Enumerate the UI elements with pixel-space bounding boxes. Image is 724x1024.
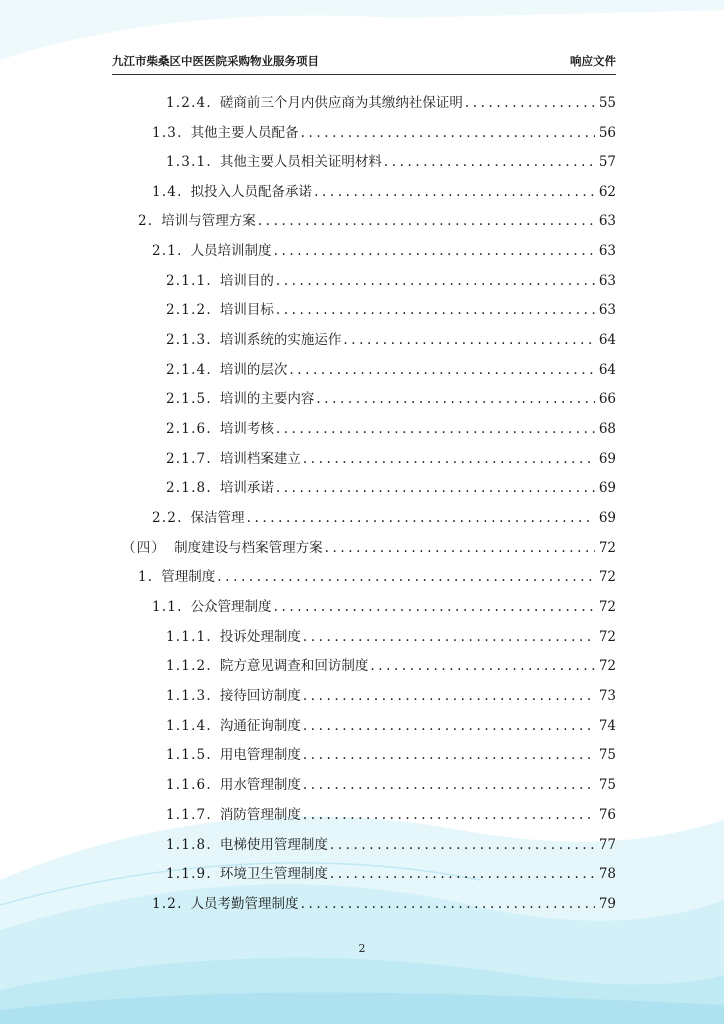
toc-entry-number: （四） bbox=[122, 540, 167, 556]
toc-entry-number: 1.1.8. bbox=[166, 837, 212, 853]
toc-entry-page: 63 bbox=[598, 302, 616, 318]
toc-entry-number: 1.4. bbox=[152, 184, 183, 200]
toc-entry-page: 72 bbox=[598, 599, 616, 615]
toc-entry-page: 66 bbox=[598, 391, 616, 407]
toc-leader-dots bbox=[303, 745, 595, 765]
toc-leader-dots bbox=[370, 656, 594, 676]
toc-entry[interactable] bbox=[166, 271, 616, 291]
toc-entry[interactable] bbox=[166, 478, 616, 498]
toc-entry-number: 2.1.4. bbox=[166, 362, 212, 378]
toc-entry-number: 1. bbox=[138, 569, 154, 585]
toc-leader-dots bbox=[301, 123, 595, 143]
toc-entry[interactable] bbox=[166, 330, 616, 350]
toc-entry-page: 64 bbox=[598, 332, 616, 348]
toc-entry[interactable] bbox=[166, 152, 616, 172]
toc-entry-number: 1.3. bbox=[152, 125, 183, 141]
toc-entry-page: 63 bbox=[598, 273, 616, 289]
toc-entry-title: 接待回访制度 bbox=[219, 688, 301, 704]
toc-entry-title: 环境卫生管理制度 bbox=[219, 866, 328, 882]
toc-entry[interactable] bbox=[152, 508, 616, 528]
toc-entry-page: 72 bbox=[598, 540, 616, 556]
toc-entry[interactable] bbox=[152, 123, 616, 143]
toc-entry[interactable] bbox=[166, 656, 616, 676]
toc-entry-number: 2.1.7. bbox=[166, 451, 212, 467]
toc-entry-number: 1.1.3. bbox=[166, 688, 212, 704]
toc-leader-dots bbox=[274, 241, 595, 261]
toc-entry-number: 1.2.4. bbox=[166, 95, 212, 111]
toc-entry-page: 57 bbox=[598, 154, 616, 170]
toc-entry-page: 62 bbox=[598, 184, 616, 200]
toc-leader-dots bbox=[258, 211, 595, 231]
toc-entry-number: 1.1.9. bbox=[166, 866, 212, 882]
toc-entry-number: 1.1.2. bbox=[166, 658, 212, 674]
toc-leader-dots bbox=[330, 835, 595, 855]
toc-entry[interactable] bbox=[122, 538, 616, 558]
toc-entry-title: 培训系统的实施运作 bbox=[219, 332, 342, 348]
toc-entry-title: 拟投入人员配备承诺 bbox=[190, 184, 313, 200]
toc-leader-dots bbox=[303, 716, 595, 736]
toc-leader-dots bbox=[330, 864, 595, 884]
page-header bbox=[112, 52, 616, 75]
toc-entry-title: 制度建设与档案管理方案 bbox=[174, 540, 323, 556]
toc-leader-dots bbox=[384, 152, 595, 172]
toc-entry[interactable] bbox=[152, 597, 616, 617]
toc-entry[interactable] bbox=[166, 93, 616, 113]
toc-entry-title: 培训目的 bbox=[219, 273, 274, 289]
toc-leader-dots bbox=[301, 894, 595, 914]
toc-entry-title: 磋商前三个月内供应商为其缴纳社保证明 bbox=[219, 95, 463, 111]
toc-entry-page: 75 bbox=[598, 777, 616, 793]
toc-leader-dots bbox=[316, 389, 594, 409]
toc-entry-title: 培训的层次 bbox=[219, 362, 288, 378]
toc-entry-number: 2.1.1. bbox=[166, 273, 212, 289]
toc-entry[interactable] bbox=[138, 567, 616, 587]
toc-entry-number: 1.1.7. bbox=[166, 807, 212, 823]
toc-leader-dots bbox=[247, 508, 595, 528]
toc-entry-number: 1.1.4. bbox=[166, 718, 212, 734]
toc-entry-page: 68 bbox=[598, 421, 616, 437]
toc-entry-page: 63 bbox=[598, 213, 616, 229]
toc-leader-dots bbox=[289, 360, 594, 380]
toc-entry-page: 63 bbox=[598, 243, 616, 259]
toc-entry-title: 沟通征询制度 bbox=[219, 718, 301, 734]
toc-entry-title: 培训承诺 bbox=[219, 480, 274, 496]
toc-entry[interactable] bbox=[138, 211, 616, 231]
toc-entry-title: 院方意见调查和回访制度 bbox=[219, 658, 369, 674]
toc-leader-dots bbox=[303, 627, 595, 647]
toc-entry-title: 用电管理制度 bbox=[219, 747, 301, 763]
toc-entry-number: 2.1.6. bbox=[166, 421, 212, 437]
toc-leader-dots bbox=[217, 567, 595, 587]
toc-entry[interactable] bbox=[166, 419, 616, 439]
toc-entry-page: 64 bbox=[598, 362, 616, 378]
toc-entry-number: 2.1. bbox=[152, 243, 183, 259]
toc-leader-dots bbox=[314, 182, 595, 202]
toc-leader-dots bbox=[325, 538, 595, 558]
toc-entry-number: 2.1.2. bbox=[166, 302, 212, 318]
toc-entry-page: 73 bbox=[598, 688, 616, 704]
toc-entry-number: 1.2. bbox=[152, 896, 183, 912]
page-number: 2 bbox=[358, 942, 366, 955]
toc-leader-dots bbox=[276, 419, 595, 439]
toc-entry-page: 72 bbox=[598, 629, 616, 645]
toc-leader-dots bbox=[465, 93, 595, 113]
toc-entry[interactable] bbox=[166, 300, 616, 320]
toc-entry-page: 79 bbox=[598, 896, 616, 912]
toc-entry-page: 76 bbox=[598, 807, 616, 823]
toc-entry-title: 人员考勤管理制度 bbox=[190, 896, 299, 912]
toc-leader-dots bbox=[343, 330, 594, 350]
header-document-type: 响应文件 bbox=[570, 54, 616, 68]
toc-entry-title: 公众管理制度 bbox=[190, 599, 272, 615]
toc-entry-title: 投诉处理制度 bbox=[219, 629, 301, 645]
toc-entry-title: 培训考核 bbox=[219, 421, 274, 437]
toc-entry[interactable] bbox=[166, 686, 616, 706]
toc-entry-number: 1.1.6. bbox=[166, 777, 212, 793]
toc-entry-number: 1.3.1. bbox=[166, 154, 212, 170]
toc-entry-page: 74 bbox=[598, 718, 616, 734]
toc-entry[interactable] bbox=[166, 864, 616, 884]
toc-entry-page: 69 bbox=[598, 510, 616, 526]
header-project-name: 九江市柴桑区中医医院采购物业服务项目 bbox=[112, 54, 319, 68]
toc-entry[interactable] bbox=[166, 389, 616, 409]
toc-leader-dots bbox=[276, 271, 595, 291]
toc-entry-page: 69 bbox=[598, 480, 616, 496]
toc-entry[interactable] bbox=[166, 360, 616, 380]
toc-entry-title: 培训目标 bbox=[219, 302, 274, 318]
toc-entry-number: 2.1.8. bbox=[166, 480, 212, 496]
toc-entry-number: 2.1.5. bbox=[166, 391, 212, 407]
toc-entry-number: 2.2. bbox=[152, 510, 183, 526]
toc-entry-page: 72 bbox=[598, 658, 616, 674]
toc-entry[interactable] bbox=[152, 241, 616, 261]
toc-entry-page: 72 bbox=[598, 569, 616, 585]
toc-entry[interactable] bbox=[166, 449, 616, 469]
toc-entry-page: 75 bbox=[598, 747, 616, 763]
toc-entry-page: 56 bbox=[598, 125, 616, 141]
toc-entry-number: 1.1.1. bbox=[166, 629, 212, 645]
toc-entry[interactable] bbox=[152, 894, 616, 914]
toc-leader-dots bbox=[274, 597, 595, 617]
toc-entry-number: 1.1. bbox=[152, 599, 183, 615]
toc-entry-page: 69 bbox=[598, 451, 616, 467]
toc-entry-title: 人员培训制度 bbox=[190, 243, 272, 259]
toc-entry-title: 管理制度 bbox=[161, 569, 216, 585]
toc-entry-number: 1.1.5. bbox=[166, 747, 212, 763]
toc-entry[interactable] bbox=[166, 716, 616, 736]
toc-entry-title: 培训与管理方案 bbox=[161, 213, 256, 229]
toc-leader-dots bbox=[303, 805, 595, 825]
toc-entry-number: 2. bbox=[138, 213, 154, 229]
toc-entry-title: 其他主要人员配备 bbox=[190, 125, 299, 141]
toc-entry[interactable] bbox=[166, 775, 616, 795]
toc-entry[interactable] bbox=[152, 182, 616, 202]
toc-entry-title: 培训的主要内容 bbox=[219, 391, 315, 407]
toc-entry-page: 55 bbox=[598, 95, 616, 111]
toc-leader-dots bbox=[276, 300, 595, 320]
toc-leader-dots bbox=[276, 478, 595, 498]
toc-entry[interactable] bbox=[166, 627, 616, 647]
toc-entry-title: 培训档案建立 bbox=[219, 451, 301, 467]
toc-entry-page: 77 bbox=[598, 837, 616, 853]
toc-entry-title: 其他主要人员相关证明材料 bbox=[219, 154, 382, 170]
toc-entry-title: 电梯使用管理制度 bbox=[219, 837, 328, 853]
toc-leader-dots bbox=[303, 775, 595, 795]
toc-entry-title: 保洁管理 bbox=[190, 510, 245, 526]
toc-leader-dots bbox=[303, 686, 595, 706]
toc-entry-number: 2.1.3. bbox=[166, 332, 212, 348]
toc-entry[interactable] bbox=[166, 805, 616, 825]
toc-entry-title: 用水管理制度 bbox=[219, 777, 301, 793]
toc-leader-dots bbox=[303, 449, 595, 469]
toc-entry[interactable] bbox=[166, 835, 616, 855]
toc-entry-page: 78 bbox=[598, 866, 616, 882]
toc-entry[interactable] bbox=[166, 745, 616, 765]
toc-entry-title: 消防管理制度 bbox=[219, 807, 301, 823]
